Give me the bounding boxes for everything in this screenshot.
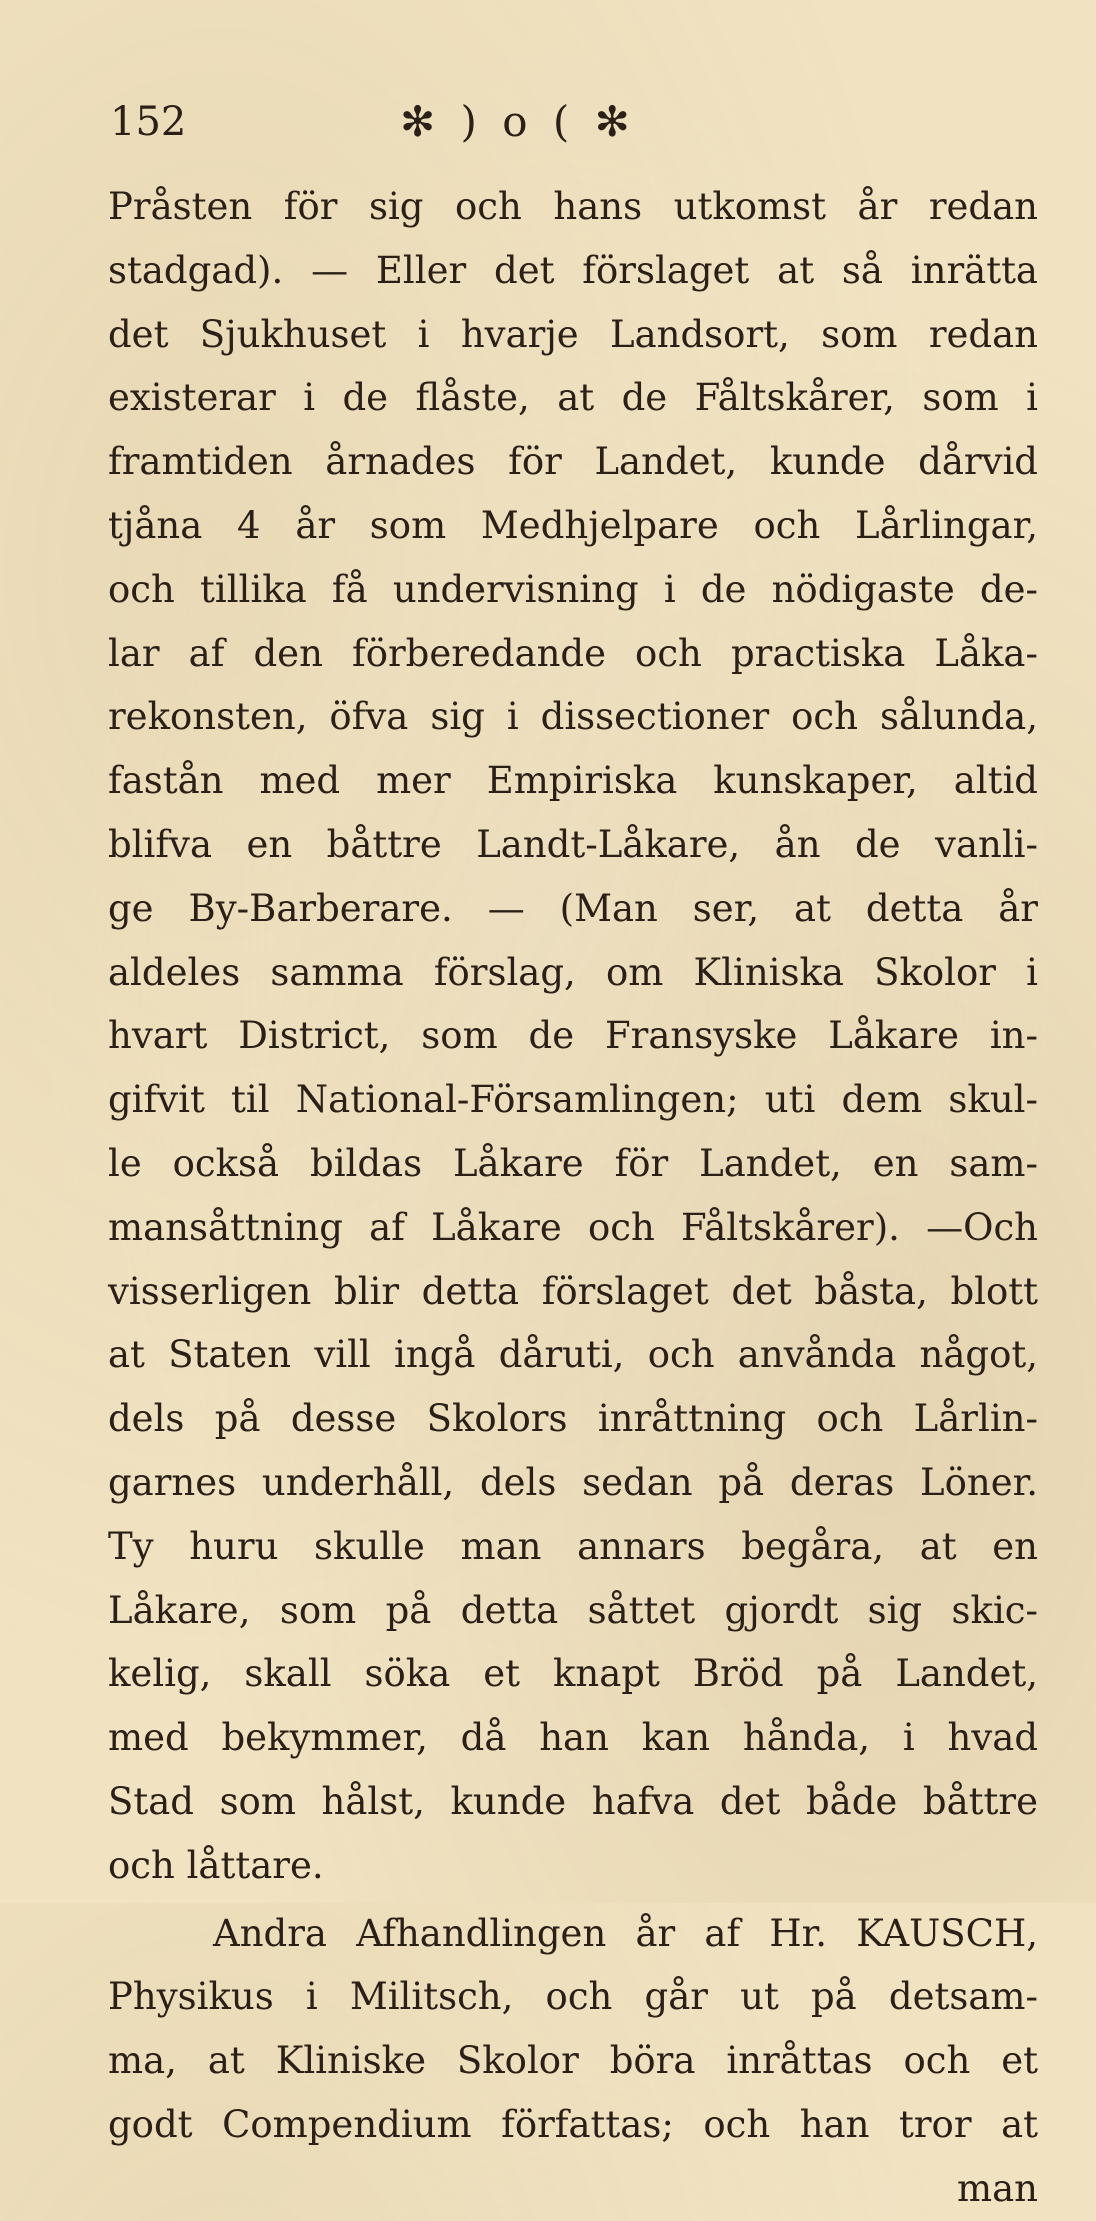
text-line: visserligen blir detta förslaget det båsta, blott bbox=[108, 1269, 1038, 1313]
text-line: det Sjukhuset i hvarje Landsort, som redan bbox=[108, 312, 1038, 356]
text-line: rekonsten, öfva sig i dissectioner och sålunda, bbox=[108, 695, 1038, 739]
text-line: existerar i de flåste, at de Fåltskårer, som i bbox=[108, 376, 1038, 420]
body-text bbox=[108, 175, 1038, 2221]
text-line: Stad som hålst, kunde hafva det både båttre bbox=[108, 1779, 1038, 1823]
text-line: kelig, skall söka et knapt Bröd på Landet, bbox=[108, 1652, 1038, 1696]
text-line: fastån med mer Empiriska kunskaper, altid bbox=[108, 759, 1038, 803]
text-line: dels på desse Skolors inråttning och Lårlin- bbox=[108, 1397, 1038, 1441]
text-line: aldeles samma förslag, om Kliniska Skolor i bbox=[108, 950, 1038, 994]
text-line: ge By-Barberare. — (Man ser, at detta år bbox=[108, 886, 1038, 930]
text-line: lar af den förberedande och practiska Låka- bbox=[108, 631, 1038, 675]
text-line: Ty huru skulle man annars begåra, at en bbox=[108, 1524, 1038, 1568]
text-line: och tillika få undervisning i de nödigaste de- bbox=[108, 567, 1038, 611]
text-line: hvart District, som de Fransyske Låkare in- bbox=[108, 1014, 1038, 1058]
page-number: 152 bbox=[110, 99, 187, 145]
text-line: med bekymmer, då han kan hånda, i hvad bbox=[108, 1716, 1038, 1760]
text-line: Physikus i Militsch, och går ut på detsam- bbox=[108, 1975, 1038, 2019]
text-line: gifvit til National-Församlingen; uti dem skul- bbox=[108, 1078, 1038, 1122]
text-line: blifva en båttre Landt-Låkare, ån de vanli- bbox=[108, 822, 1038, 866]
text-line: ma, at Kliniske Skolor böra inråttas och et bbox=[108, 2039, 1038, 2083]
text-line: framtiden årnades för Landet, kunde dårvid bbox=[108, 440, 1038, 484]
page-header bbox=[110, 92, 1030, 152]
text-line: le också bildas Låkare för Landet, en sam- bbox=[108, 1141, 1038, 1185]
catchword: man bbox=[957, 2166, 1038, 2210]
text-line: Låkare, som på detta såttet gjordt sig skic- bbox=[108, 1588, 1038, 1632]
text-line: mansåttning af Låkare och Fåltskårer). —Och bbox=[108, 1205, 1038, 1249]
header-ornament: ✻ ) o ( ✻ bbox=[400, 97, 636, 146]
paragraph-end-line: och låttare. bbox=[108, 1843, 324, 1887]
text-line: godt Compendium författas; och han tror at bbox=[108, 2102, 1038, 2146]
paragraph-start-line: Andra Afhandlingen år af Hr. KAUSCH, bbox=[213, 1911, 1038, 1955]
text-line: tjåna 4 år som Medhjelpare och Lårlingar, bbox=[108, 503, 1038, 547]
text-line: stadgad). — Eller det förslaget at så inrätta bbox=[108, 248, 1038, 292]
text-line: Pråsten för sig och hans utkomst år redan bbox=[108, 185, 1038, 228]
text-line: garnes underhåll, dels sedan på deras Löner. bbox=[108, 1460, 1038, 1504]
text-line: at Staten vill ingå dåruti, och anvånda något, bbox=[108, 1333, 1038, 1377]
